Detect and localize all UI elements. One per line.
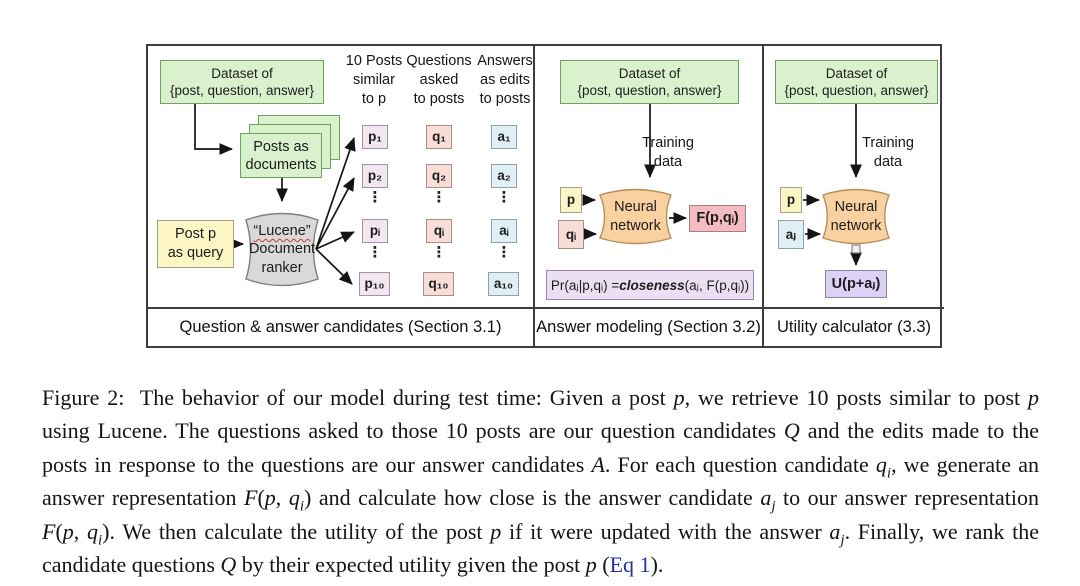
header-line: 10 Posts [345, 53, 403, 69]
question-node: q₁₀ [423, 272, 454, 296]
post-node: p₁₀ [359, 272, 390, 296]
post-node: p₂ [362, 164, 388, 188]
neural-network-shape [594, 184, 677, 249]
question-node: q₁ [426, 125, 452, 149]
panel-answer-modeling [535, 46, 764, 346]
answer-node: a₁ [491, 125, 517, 149]
header-line: Answers [477, 53, 533, 69]
ranker-label [240, 207, 324, 292]
vertical-ellipsis: ⋮ [496, 189, 512, 206]
panel-label-section-3-1: Question & answer candidates (Section 3.1) [148, 307, 533, 346]
dataset-line: {post, question, answer} [784, 83, 929, 98]
posts-line: documents [245, 156, 317, 173]
question-node: q₂ [426, 164, 452, 188]
ranker-line: Document [248, 241, 316, 258]
posts-line: Posts as [253, 138, 309, 155]
input-answer-node: aⱼ [778, 220, 804, 249]
vertical-ellipsis: ⋮ [367, 244, 383, 261]
formula-prefix: Pr(aⱼ|p,qᵢ) = [550, 277, 620, 293]
column-header-answers [474, 52, 536, 109]
column-header-posts [342, 52, 406, 109]
post-node: p₁ [362, 125, 388, 149]
training-line: data [873, 154, 903, 170]
header-line: to posts [413, 91, 465, 107]
network-label [817, 184, 895, 249]
ranker-line: ranker [261, 259, 303, 276]
dataset-line: {post, question, answer} [577, 83, 722, 98]
header-line: to p [361, 91, 387, 107]
panel-label-section-3-2: Answer modeling (Section 3.2) [535, 307, 762, 346]
column-header-questions [406, 52, 472, 109]
header-line: asked [419, 72, 459, 88]
dataset-box [160, 60, 324, 104]
posts-as-documents-box [240, 133, 322, 178]
vertical-ellipsis: ⋮ [367, 189, 383, 206]
eq-1-link[interactable]: Eq 1 [609, 552, 651, 578]
figure-caption: Figure 2: The behavior of our model during test time: Given a post p, we retrieve 10 posts similar to post p using Lucene. The questions asked to those 10 posts are our question candidates Q and the edits made to the posts in response to the questions are our answer candidates A. For each question candidate $q_i$, we generate an answer representation F(p, $q_i$) and calculate how close is the answer candidate $a_j$ to our answer representation F(p, $q_i$). We then calculate the utility of the post p if it were updated with the answer $a_j$. Finally, we rank the candidate questions Q by their expected utility given the post p (Eq 1). [42, 385, 1040, 578]
vertical-ellipsis: ⋮ [431, 189, 447, 206]
network-line: network [610, 217, 661, 234]
training-line: Training [862, 135, 914, 151]
formula-suffix: (aⱼ, F(p,qᵢ)) [684, 277, 750, 293]
answer-node: a₁₀ [488, 272, 519, 296]
network-line: Neural [614, 199, 657, 215]
input-post-node: p [560, 187, 582, 213]
header-line: Questions [406, 53, 472, 69]
dataset-line: Dataset of [211, 66, 273, 81]
query-line: as query [167, 245, 224, 261]
header-line: as edits [480, 72, 530, 88]
vertical-ellipsis: ⋮ [431, 244, 447, 261]
header-line: similar [353, 72, 395, 88]
training-data-label [633, 134, 703, 172]
panel-qa-candidates [148, 46, 535, 346]
answer-node: aᵢ [491, 219, 517, 243]
panel-label-section-3-3: Utility calculator (3.3) [764, 307, 944, 346]
query-line: Post p [174, 226, 217, 242]
post-node: pᵢ [362, 219, 388, 243]
dataset-box [560, 60, 739, 104]
network-label [594, 184, 677, 249]
question-node: qᵢ [426, 219, 452, 243]
training-line: Training [642, 135, 694, 151]
formula-closeness: closeness [619, 277, 685, 293]
figure-2-diagram [146, 44, 942, 348]
input-post-node: p [780, 187, 802, 213]
panel-utility-calculator [764, 46, 944, 346]
dataset-line: Dataset of [825, 66, 888, 81]
ranker-line-lucene: “Lucene” [253, 222, 311, 239]
training-data-label [853, 134, 923, 172]
answer-node: a₂ [491, 164, 517, 188]
dataset-line: Dataset of [618, 66, 681, 81]
header-line: to posts [479, 91, 531, 107]
closeness-formula-box [546, 270, 754, 300]
network-line: Neural [834, 199, 878, 215]
network-line: network [830, 217, 882, 234]
post-as-query-box [157, 220, 234, 268]
dataset-line: {post, question, answer} [169, 83, 315, 98]
training-line: data [653, 154, 683, 170]
answer-representation-box: F(p,qᵢ) [689, 205, 746, 232]
input-question-node: qᵢ [558, 220, 584, 249]
vertical-ellipsis: ⋮ [496, 244, 512, 261]
utility-output-box: U(p+aⱼ) [825, 270, 887, 298]
dataset-box [775, 60, 938, 104]
neural-network-shape [817, 184, 895, 249]
lucene-ranker-shape [240, 207, 324, 292]
